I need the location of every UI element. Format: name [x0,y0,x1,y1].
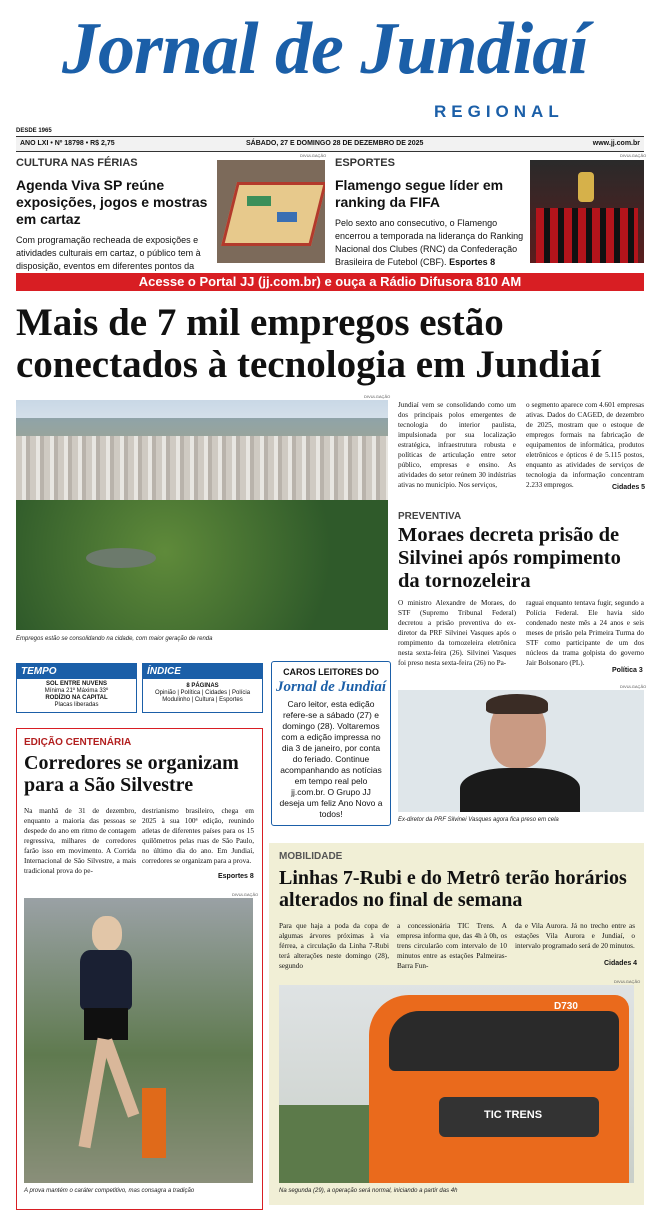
readers-text: Caro leitor, esta edição refere-se a sábado (27) e domingo (28). Voltaremos com a edição impressa no dia 3 de janeiro, por conta do feriado. Continue acompanhando as notícias em tempo real pelo jj.com.br. O Grupo JJ deseja um feliz Ano Novo a todos! [279,699,383,819]
edition-info: ANO LXI • Nº 18798 • R$ 2,75 [20,140,115,147]
index-pages: 8 PÁGINAS [186,683,219,689]
flamengo-photo [530,160,644,263]
masthead-logo[interactable]: Jornal de Jundiaí [62,8,588,90]
index-title: ÍNDICE [143,664,262,679]
preventiva-ref: Política 3 [612,667,643,674]
masthead-regional: REGIONAL [434,102,564,121]
readers-logo: Jornal de Jundiaí [275,679,387,695]
readers-title: CAROS LEITORES DO [283,667,379,677]
runner-shirt [80,950,132,1010]
photo-credit: DIVULGAÇÃO [364,394,391,399]
photo-credit: DIVULGAÇÃO [614,979,641,984]
preventiva-headline[interactable]: Moraes decreta prisão de Silvinei após rompimento da tornozeleira [398,524,621,592]
sports-teaser[interactable] [335,157,525,269]
jundiai-aerial-photo [16,400,388,630]
centenaria-ref: Esportes 8 [218,873,254,880]
photo-credit: DIVULGAÇÃO [300,153,327,158]
preventiva-label: PREVENTIVA [398,511,462,522]
board-shape [221,182,325,246]
info-bar [16,136,644,152]
train-number: D730 [554,1001,578,1012]
trees-shape [279,1105,379,1183]
boardgame-photo [217,160,325,263]
train-photo [279,985,634,1183]
mobilidade-col1: Para que haja a poda da copa de algumas árvores próximas à via férrea, a circulação da Linha 7-Rubi terá alterações neste domingo (28), segundo [279,922,389,970]
weather-box [16,663,137,713]
jacket-shape [460,768,580,812]
preventiva-col2: raguai enquanto tentava fugir, segundo a Polícia Federal. Ele havia sido condenado neste mês a 24 anos e seis meses de prisão pela Primeira Turma do STF como participante de um dos núcleos da trama golpista do governo Jair Bolsonaro (PL). [526,599,644,667]
lake-shape [86,548,156,568]
hair-shape [486,694,548,714]
players-shape [536,208,638,263]
since-label: DESDE 1965 [16,128,52,134]
cone-shape [142,1088,166,1158]
board-tile [247,196,271,206]
runner-photo [24,898,253,1183]
runner-leg [101,1038,140,1117]
centenaria-label: EDIÇÃO CENTENÁRIA [24,737,132,748]
board-tile [277,212,297,222]
mobilidade-headline[interactable]: Linhas 7-Rubi e do Metrô terão horários alterados no final de semana [279,867,627,911]
mobilidade-col3: da e Vila Aurora. Já no trecho entre as estações Vila Aurora e Jundiaí, o intervalo programado será de 20 minutos. [515,922,635,950]
index-box [142,663,263,713]
centenaria-col2: destrianismo brasileiro, chega em 2025 à sua 100ª edição, reunindo atletas de diferentes países para os 15 quilômetros pelas ruas de São Paulo, no último dia do ano. Em Jundiaí, corredores se organizam para a prova. [142,807,254,865]
train-windshield [389,1011,619,1071]
main-col2: o segmento aparece com 4.601 empresas ativas. Dados do CAGED, de dezembro de 2025, mostram que o estoque de empregos formais na fabricação de equipamentos de informática, produtos eletrônicos e ópticos é de 5.115 postos, enquanto as atividades de serviços de tecnologia da informação concentram 2.233 empregos. [526,401,644,489]
mobilidade-col2: a concessionária TIC Trens. A empresa informa que, das 4h à 0h, os trens circularão com intervalo de 10 minutos entre as estações Palmeiras-Barra Fun- [397,922,507,970]
photo-credit: DIVULGAÇÃO [232,892,259,897]
masthead [0,0,666,147]
weather-condition: SOL ENTRE NUVENS [46,681,107,687]
mobilidade-caption: Na segunda (29), a operação será normal, iniciando a partir das 4h [279,1188,458,1194]
main-caption: Empregos estão se consolidando na cidade, com maior geração de renda [16,636,213,642]
rodizio-info: Placas liberadas [54,702,99,708]
weather-title: TEMPO [17,664,136,679]
teaser-headline[interactable]: Agenda Viva SP reúne exposições, jogos e mostras em cartaz [16,177,208,227]
trophy-shape [578,172,594,202]
preventiva-caption: Ex-diretor da PRF Silvinei Vasques agora fica preso em cela [398,817,559,823]
section-label: CULTURA NAS FÉRIAS [16,157,138,169]
index-sections-1[interactable]: Opinião | Política | Cidades | Polícia [154,690,251,696]
teaser-text: Com programação recheada de exposições e atividades culturais em cartaz, o público tem à disposição, eventos em diferentes pontos da [16,235,201,271]
date-info: SÁBADO, 27 E DOMINGO 28 DE DEZEMBRO DE 2025 [246,140,424,147]
culture-teaser[interactable] [16,157,211,286]
readers-notice [271,661,391,826]
photo-credit: DIVULGAÇÃO [620,153,647,158]
teaser-text: Pelo sexto ano consecutivo, o Flamengo encerrou a temporada na liderança do Ranking Nacional dos Clubes (RNC) da Confederação Brasileira de Futebol (CBF). [335,218,524,267]
runner-shorts [84,1008,128,1040]
runner-head [92,916,122,952]
mobilidade-label: MOBILIDADE [279,851,343,862]
centenaria-col1: Na manhã de 31 de dezembro, enquanto a maioria das pessoas se despede do ano em ritmo de contagem regressiva, milhares de corredores farão isso em movimento. A Corrida Internacional de São Silvestre, a mais tradicional prova do pe- [24,807,136,875]
main-ref: Cidades 5 [612,484,646,491]
portal-banner[interactable]: Acesse o Portal JJ (jj.com.br) e ouça a Rádio Difusora 810 AM [16,273,644,291]
main-headline[interactable]: Mais de 7 mil empregos estão conectados à tecnologia em Jundiaí [16,301,601,386]
index-sections-2[interactable]: Modulinho | Cultura | Esportes [162,697,243,703]
rodizio-title: RODÍZIO NA CAPITAL [45,695,108,701]
teaser-ref: Esportes 8 [449,257,496,267]
teaser-body [335,217,525,269]
teaser-headline[interactable]: Flamengo segue líder em ranking da FIFA [335,177,504,210]
weather-temps: Mínima 21º Máxima 33º [44,688,109,694]
section-label: ESPORTES [335,157,395,169]
mobilidade-ref: Cidades 4 [604,960,638,967]
park-shape [16,500,388,630]
site-link[interactable]: www.jj.com.br [592,140,640,147]
silvinei-photo [398,690,644,812]
main-col1: Jundiaí vem se consolidando como um dos principais polos emergentes de tecnologia do interior paulista, impulsionada por sua localização estratégica, infraestrutura robusta e políticas de articulação entre setor público, empresas e ensino. As atividades do setor reúnem 30 indústrias ativas no município. Nos serviços, [398,401,516,489]
train-brand: TIC TRENS [484,1109,543,1121]
centenaria-headline[interactable]: Corredores se organizam para a São Silvestre [24,752,239,796]
preventiva-col1: O ministro Alexandre de Moraes, do STF (Supremo Tribunal Federal) decretou a prisão preventiva do ex-diretor da PRF Silvinei Vasques após o rompimento da tornozeleira eletrônica nesta sexta-feira (26). Silvinei Vasques foi preso nesta sexta-feira (26) no Pa- [398,599,516,667]
photo-credit: DIVULGAÇÃO [620,684,647,689]
centenaria-caption: A prova mantém o caráter competitivo, mas consagra a tradição [24,1188,195,1194]
